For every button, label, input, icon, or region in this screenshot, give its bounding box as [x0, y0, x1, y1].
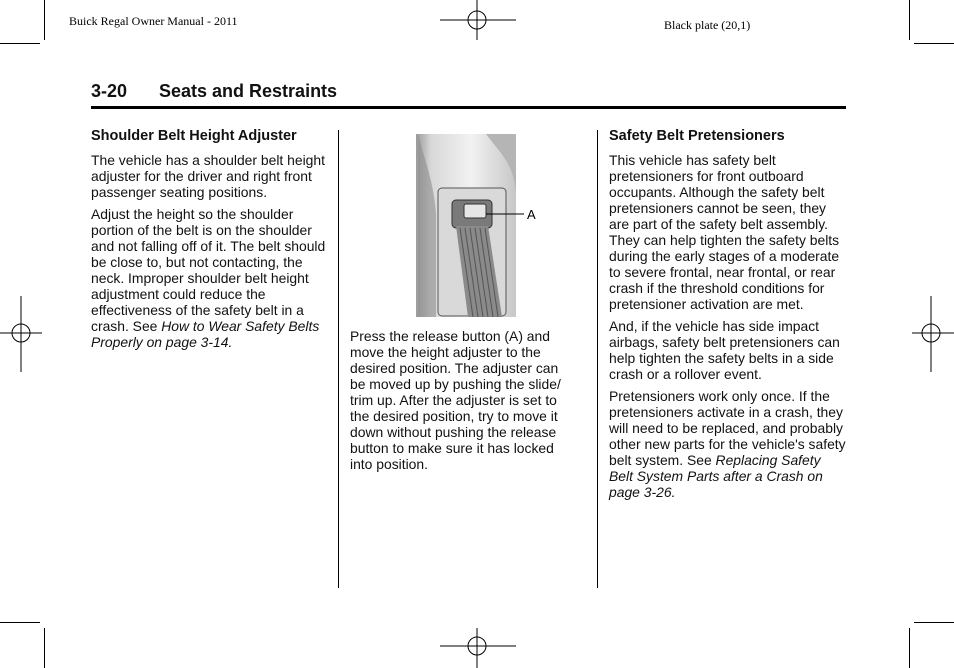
paragraph: The vehicle has a shoulder belt height adjuster for the driver and right front passenger seating positions.	[91, 152, 325, 200]
column-divider	[338, 130, 339, 588]
page-header	[91, 80, 846, 109]
paragraph-end: .	[228, 334, 233, 350]
column-right	[609, 127, 847, 506]
callout-label: A	[527, 207, 536, 222]
crop-mark	[914, 43, 954, 44]
crop-mark	[909, 628, 910, 668]
crop-mark	[44, 0, 45, 40]
paragraph-end: .	[671, 484, 676, 500]
crop-mark	[0, 622, 40, 623]
shoulder-belt-adjuster-illustration	[416, 134, 546, 317]
slug-left: Buick Regal Owner Manual - 2011	[69, 14, 238, 28]
cross-reference-link[interactable]: Replacing Safety Belt System Parts after a Crash on page 3-26	[609, 452, 823, 500]
paragraph: Press the release button (A) and move the height adjuster to the desired position. The adjuster can be moved up by pushing the slide/ trim up. After the adjuster is set to the desired position, try to move it down without pushing the release button to make sure it has locked into position.	[350, 328, 561, 472]
paragraph	[609, 388, 847, 500]
column-left	[91, 127, 327, 356]
crop-mark	[909, 0, 910, 40]
column-divider	[597, 130, 598, 588]
paragraph: And, if the vehicle has side impact airbags, safety belt pretensioners can help tighten the safety belts in a side crash or a rollover event.	[609, 318, 840, 382]
registration-mark-left	[0, 296, 42, 372]
crop-mark	[0, 43, 40, 44]
slug-right: Black plate (20,1)	[664, 18, 751, 32]
crop-mark	[44, 628, 45, 668]
page-number: 3-20	[91, 81, 128, 101]
paragraph-text: Pretensioners work only once. If the pretensioners activate in a crash, they will need to be replaced, and probably other new parts for the vehicle's safety belt system. See	[609, 388, 846, 468]
crop-mark	[914, 622, 954, 623]
section-heading: Safety Belt Pretensioners	[609, 128, 785, 144]
paragraph: This vehicle has safety belt pretensioners for front outboard occupants. Although the safety belt pretensioners cannot be seen, they are part of the safety belt assembly. They can help tighten the safety belts during the early stages of a moderate to severe frontal, near frontal, or rear crash if the threshold conditions for pretensioner activation are met.	[609, 152, 840, 312]
column-middle	[350, 328, 576, 478]
cross-reference-link[interactable]: How to Wear Safety Belts Properly on page 3-14	[91, 318, 320, 350]
paragraph-text: Adjust the height so the shoulder portion of the belt is on the shoulder and not falling off of it. The belt should be close to, but not contacting, the neck. Improper shoulder belt height adjustment could reduce the effectiveness of the safety belt in a crash. See	[91, 206, 326, 334]
paragraph	[91, 206, 327, 350]
section-title: Seats and Restraints	[159, 81, 338, 101]
registration-mark-top	[440, 0, 516, 40]
registration-mark-right	[912, 296, 954, 372]
registration-mark-bottom	[440, 628, 516, 668]
section-heading: Shoulder Belt Height Adjuster	[91, 128, 297, 144]
